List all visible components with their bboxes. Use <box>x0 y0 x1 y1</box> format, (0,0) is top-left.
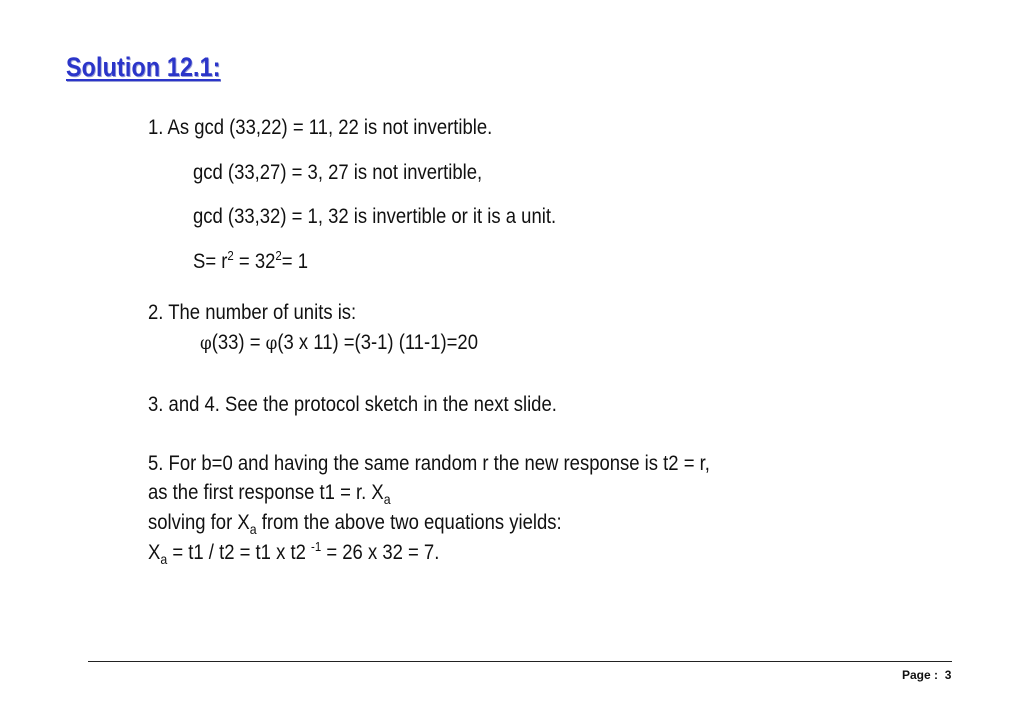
xa-equation-part-c: = 26 x 32 = 7. <box>321 541 440 564</box>
page-number-value: 3 <box>944 668 952 682</box>
xa-equation-part-b: = t1 / t2 = t1 x t2 <box>167 541 312 564</box>
s-equation-exponent-2: 2 <box>275 248 282 263</box>
page-label: Page : <box>902 668 939 682</box>
slide-title: Solution 12.1: <box>66 52 221 82</box>
item-5-line-1: 5. For b=0 and having the same random r the new response is t2 = r, <box>148 452 710 475</box>
page-number <box>902 668 951 682</box>
s-equation-part-a: S= r <box>193 250 228 273</box>
item-5-line-2 <box>148 481 391 505</box>
subscript-a: a <box>383 491 391 507</box>
phi-equation-part-a: (33) = <box>211 331 266 354</box>
item-5-line-2-text: as the first response t1 = r. X <box>148 481 384 504</box>
phi-symbol: φ <box>265 332 278 354</box>
item-5-line-3-text-a: solving for X <box>148 511 250 534</box>
item-5-line-3 <box>148 511 562 535</box>
subscript-a: a <box>160 551 168 567</box>
footer-divider <box>88 661 952 662</box>
exponent-minus-one: -1 <box>311 539 322 554</box>
item-1-line-4 <box>193 250 308 274</box>
phi-equation-part-b: (3 x 11) =(3-1) (11-1)=20 <box>277 331 478 354</box>
xa-equation-part-a: X <box>148 541 161 564</box>
item-2-line-2 <box>200 331 478 355</box>
item-5-line-4 <box>148 541 439 565</box>
subscript-a: a <box>249 521 257 537</box>
item-2-line-1: 2. The number of units is: <box>148 301 357 324</box>
item-1-line-3: gcd (33,32) = 1, 32 is invertible or it is a unit. <box>193 205 557 228</box>
item-1-line-2: gcd (33,27) = 3, 27 is not invertible, <box>193 161 483 184</box>
item-3-4-line: 3. and 4. See the protocol sketch in the next slide. <box>148 393 557 416</box>
item-5-line-3-text-b: from the above two equations yields: <box>256 511 562 534</box>
s-equation-exponent-1: 2 <box>227 248 234 263</box>
item-1-line-1: 1. As gcd (33,22) = 11, 22 is not invertible. <box>148 116 493 139</box>
s-equation-part-c: = 1 <box>281 250 308 273</box>
phi-symbol: φ <box>200 332 212 354</box>
s-equation-part-b: = 32 <box>233 250 276 273</box>
